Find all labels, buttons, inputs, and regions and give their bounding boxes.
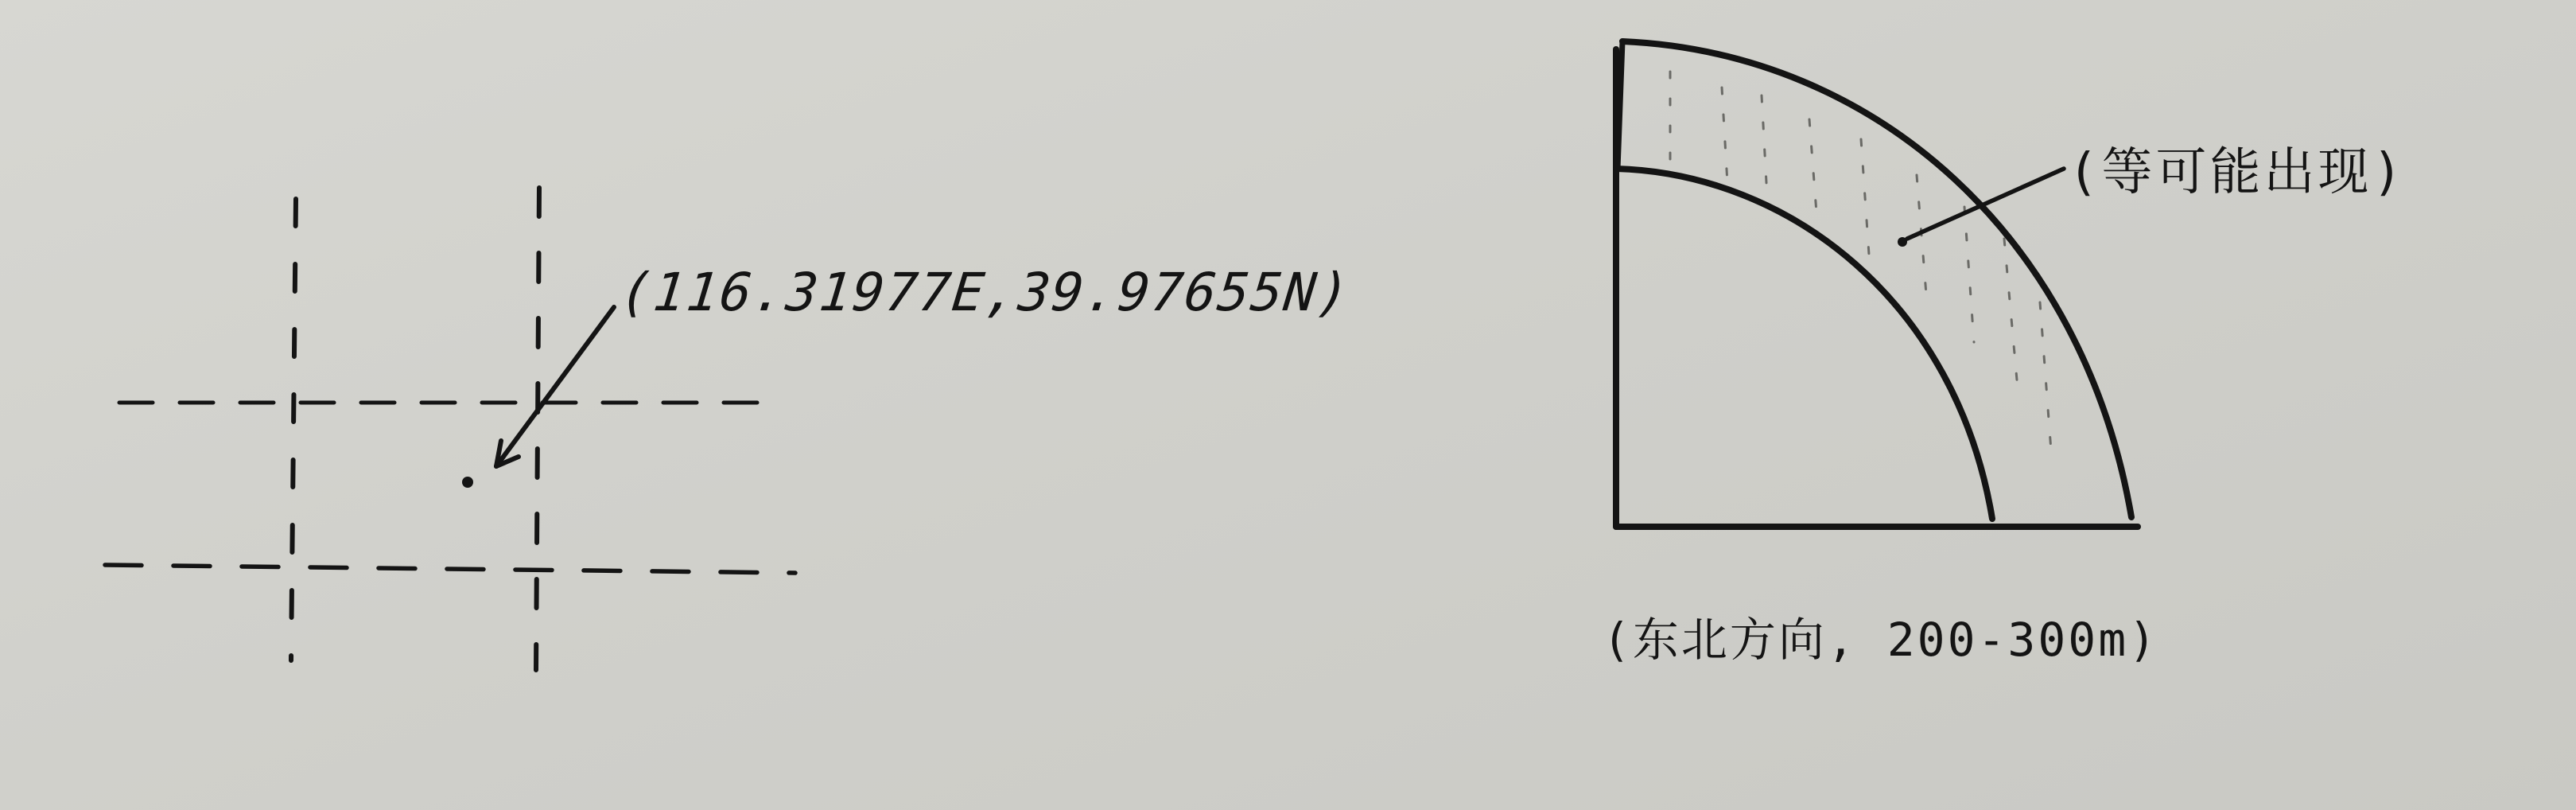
outer-arc-300m — [1622, 41, 2131, 517]
sector-diagram — [1616, 41, 2138, 527]
pointer-arrow — [496, 307, 614, 466]
inner-arc-200m — [1616, 169, 1992, 519]
direction-distance-label: (东北方向, 200-300m) — [1603, 613, 2159, 667]
grid-line-horizontal-2 — [105, 565, 795, 573]
grid-line-vertical-2 — [536, 188, 539, 670]
grid-line-vertical-1 — [291, 199, 296, 660]
equal-probability-label: (等可能出现) — [2068, 143, 2407, 202]
point-coordinate-label: (116.31977E,39.97655N) — [617, 262, 1354, 323]
coordinate-grid — [105, 188, 795, 670]
location-point — [462, 477, 473, 488]
